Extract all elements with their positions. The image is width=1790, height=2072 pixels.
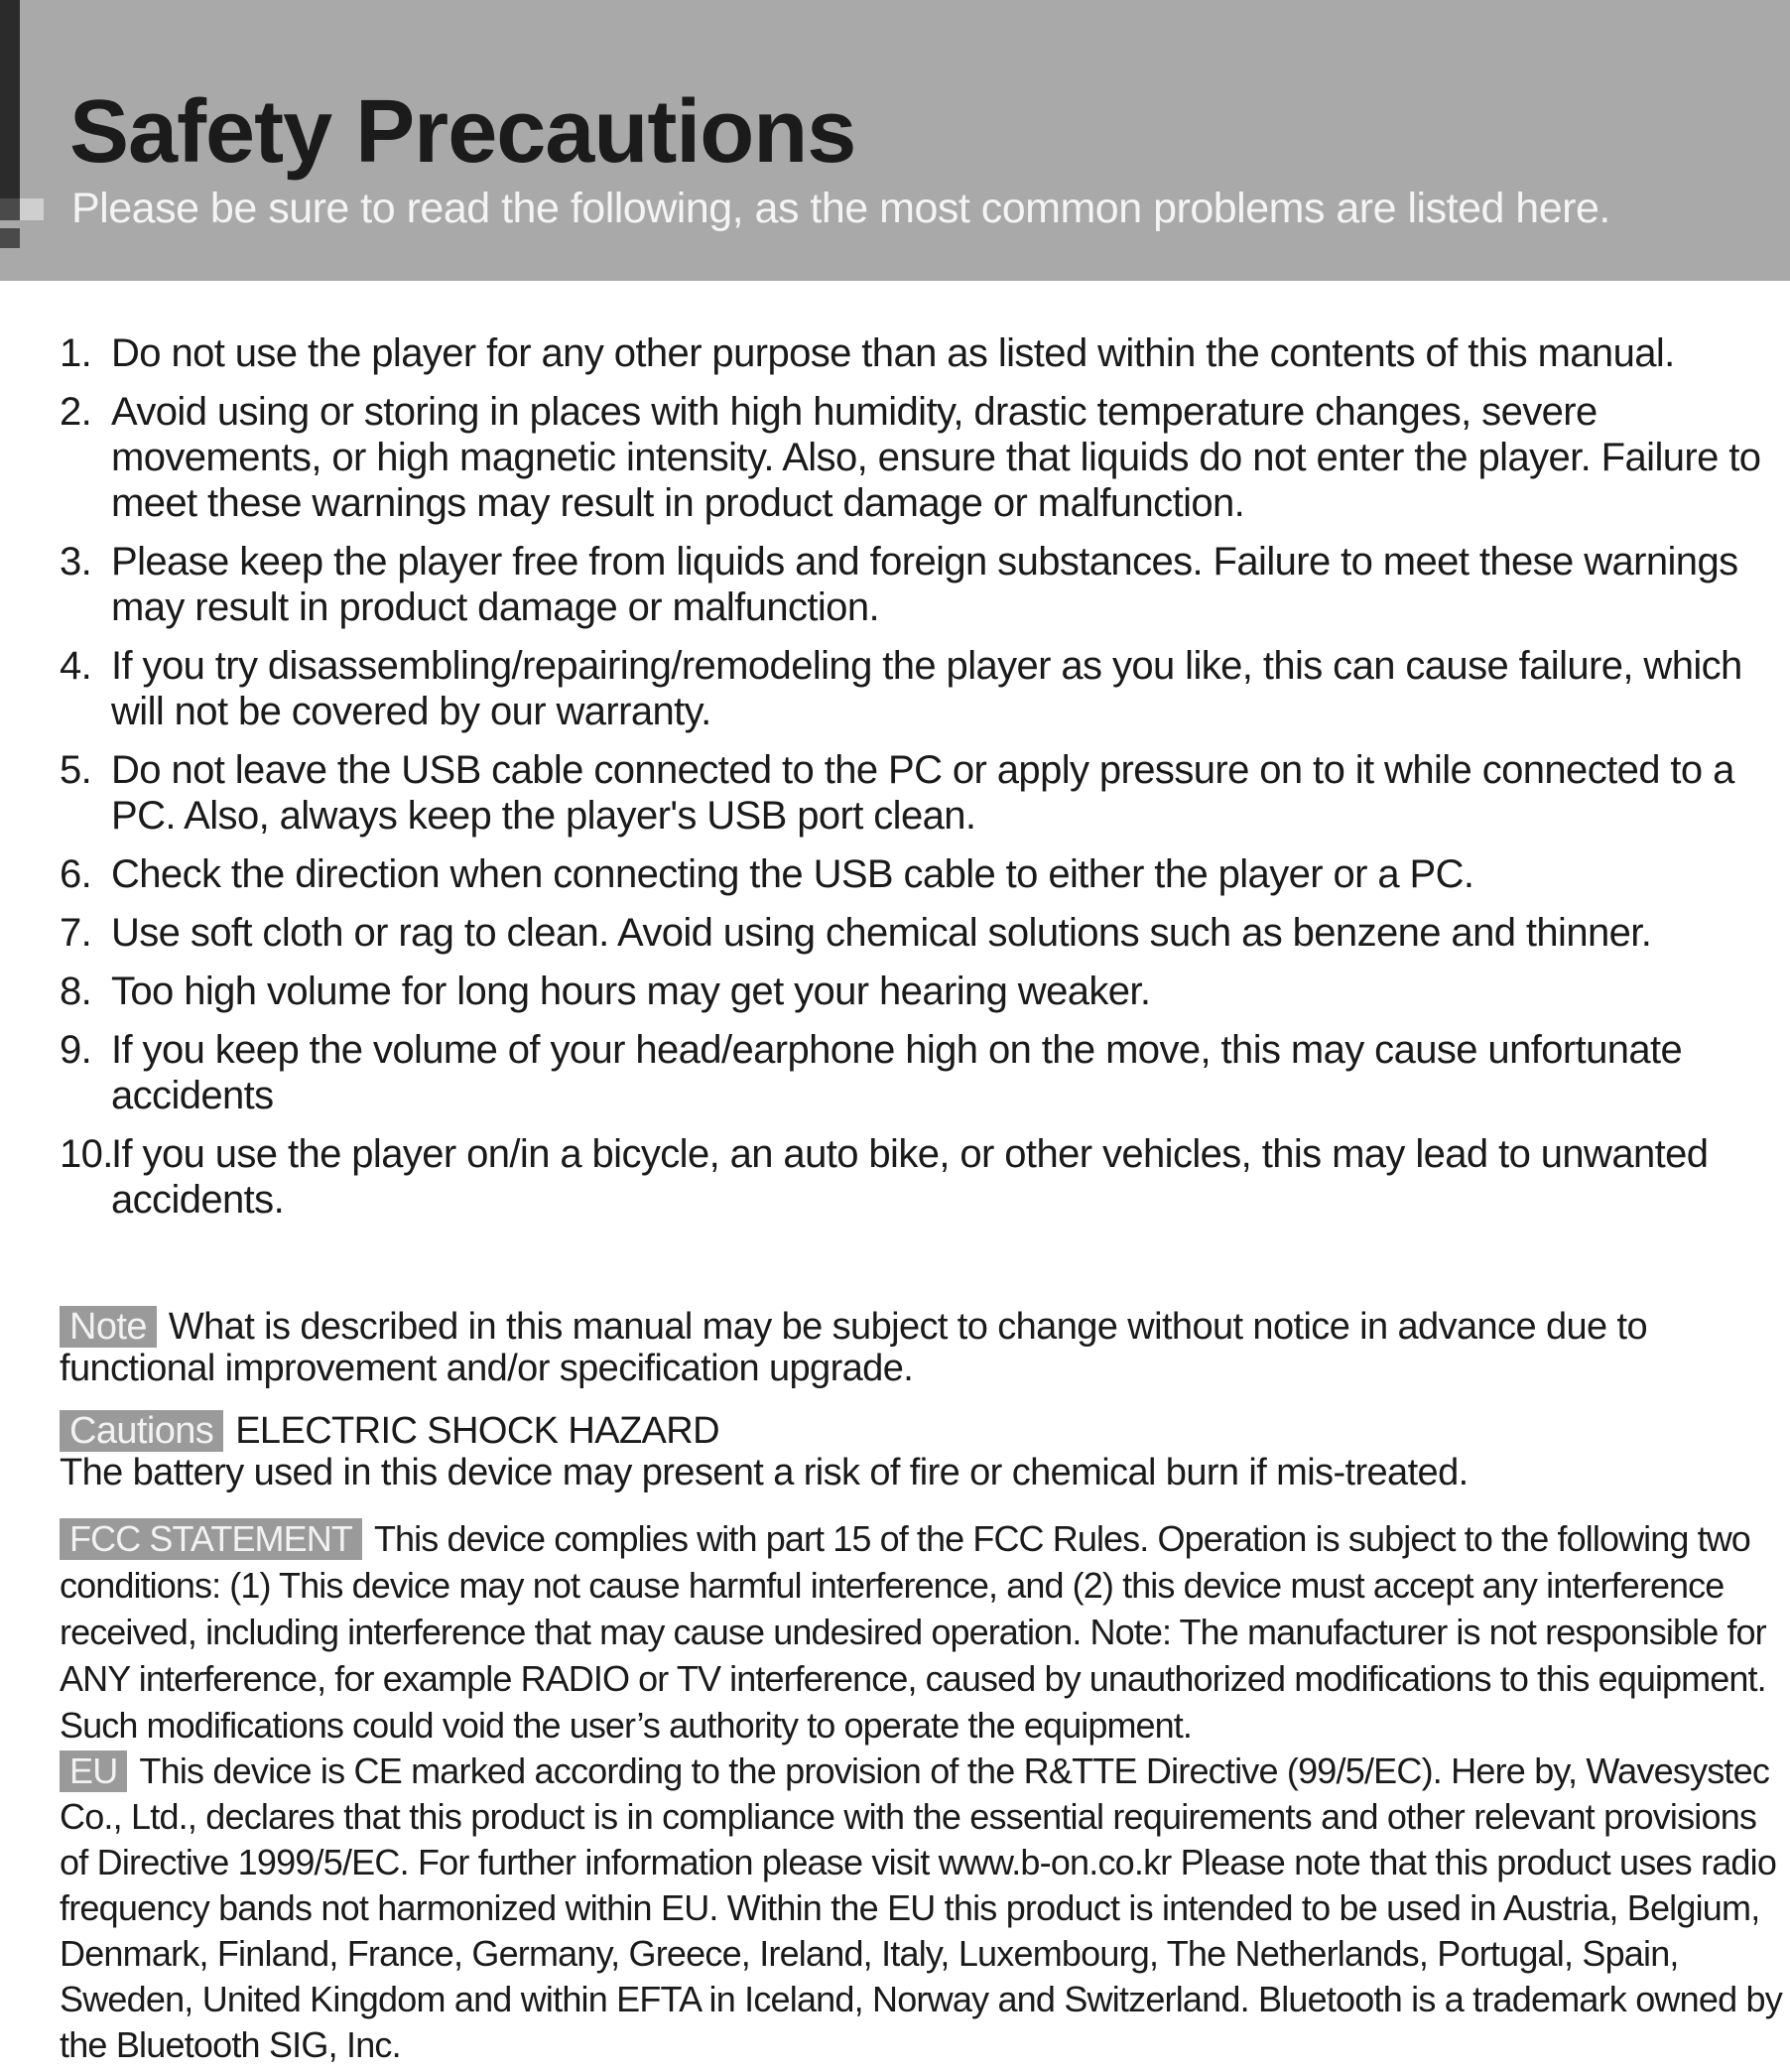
note-section xyxy=(60,1306,1786,1389)
list-item xyxy=(60,851,1786,897)
item-text: Avoid using or storing in places with high humidity, drastic temperature changes, severe movements, or high magnetic intensity. Also, ensure that liquids do not enter the player. Failure to meet these warnings may result in product damage or malfunction. xyxy=(111,390,1761,525)
page-subtitle: Please be sure to read the following, as the most common problems are listed here. xyxy=(71,185,1610,232)
item-number: 6. xyxy=(60,852,92,896)
item-text: Check the direction when connecting the USB cable to either the player or a PC. xyxy=(111,852,1474,896)
item-text: Use soft cloth or rag to clean. Avoid using chemical solutions such as benzene and thinner. xyxy=(111,911,1652,955)
list-item xyxy=(60,969,1786,1014)
item-number: 7. xyxy=(60,911,92,955)
item-text: If you try disassembling/repairing/remodeling the player as you like, this can cause failure, which will not be covered by our warranty. xyxy=(111,644,1742,733)
item-number: 10. xyxy=(60,1132,113,1176)
item-number: 2. xyxy=(60,390,92,434)
fcc-section xyxy=(60,1515,1786,1748)
cautions-section xyxy=(60,1410,1786,1493)
item-number: 5. xyxy=(60,748,92,792)
fcc-tag: FCC STATEMENT xyxy=(60,1518,362,1560)
item-number: 3. xyxy=(60,540,92,583)
note-tag: Note xyxy=(60,1306,157,1348)
eu-tag: EU xyxy=(60,1750,127,1792)
header-accent-square xyxy=(20,198,44,220)
list-item xyxy=(60,539,1786,630)
cautions-heading: ELECTRIC SHOCK HAZARD xyxy=(235,1410,719,1452)
item-number: 1. xyxy=(60,331,92,375)
note-text: What is described in this manual may be subject to change without notice in advance due to functional improvement and/or specification upgrade. xyxy=(60,1306,1647,1389)
eu-text: This device is CE marked according to the provision of the R&TTE Directive (99/5/EC). Here by, Wavesystec Co., Ltd., declares that this product is in compliance with the essential requirements and other relevant provisions of Directive 1999/5/EC. For further information please visit www.b-on.co.kr Please note that this product uses radio frequency bands not harmonized within EU. Within the EU this product is intended to be used in Austria, Belgium, Denmark, Finland, France, Germany, Greece, Ireland, Italy, Luxembourg, The Netherlands, Portugal, Spain, Sweden, United Kingdom and within EFTA in Iceland, Norway and Switzerland. Bluetooth is a trademark owned by the Bluetooth SIG, Inc. xyxy=(60,1750,1782,2065)
item-text: If you keep the volume of your head/earphone high on the move, this may cause unfortunate accidents xyxy=(111,1028,1683,1117)
item-text: Please keep the player free from liquids and foreign substances. Failure to meet these warnings may result in product damage or malfunction. xyxy=(111,540,1738,629)
header-accent-square xyxy=(0,198,20,220)
page-title: Safety Precautions xyxy=(69,82,856,182)
cautions-tag: Cautions xyxy=(60,1410,223,1452)
list-item xyxy=(60,1027,1786,1118)
list-item xyxy=(60,1131,1786,1223)
list-item xyxy=(60,643,1786,734)
item-text: Do not use the player for any other purpose than as listed within the contents of this manual. xyxy=(111,331,1675,375)
header-banner xyxy=(0,0,1790,281)
list-item xyxy=(60,330,1786,376)
header-accent-bar xyxy=(0,0,20,198)
item-text: Too high volume for long hours may get your hearing weaker. xyxy=(111,970,1151,1013)
item-text: If you use the player on/in a bicycle, an auto bike, or other vehicles, this may lead to unwanted accidents. xyxy=(111,1132,1709,1222)
list-item xyxy=(60,389,1786,526)
eu-section xyxy=(60,1748,1786,2068)
header-accent-square xyxy=(0,228,20,248)
item-number: 9. xyxy=(60,1028,92,1072)
precautions-list xyxy=(60,330,1786,1235)
list-item xyxy=(60,910,1786,956)
list-item xyxy=(60,747,1786,839)
item-number: 8. xyxy=(60,970,92,1013)
item-number: 4. xyxy=(60,644,92,688)
fcc-text: This device complies with part 15 of the FCC Rules. Operation is subject to the following two conditions: (1) This device may not cause harmful interference, and (2) this device must accept any interference received, including interference that may cause undesired operation. Note: The manufacturer is not responsible for ANY interference, for example RADIO or TV interference, caused by unauthorized modifications to this equipment. Such modifications could void the user’s authority to operate the equipment. xyxy=(60,1518,1766,1746)
cautions-text: The battery used in this device may present a risk of fire or chemical burn if mis-treated. xyxy=(60,1452,1469,1493)
item-text: Do not leave the USB cable connected to the PC or apply pressure on to it while connected to a PC. Also, always keep the player's USB port clean. xyxy=(111,748,1734,838)
